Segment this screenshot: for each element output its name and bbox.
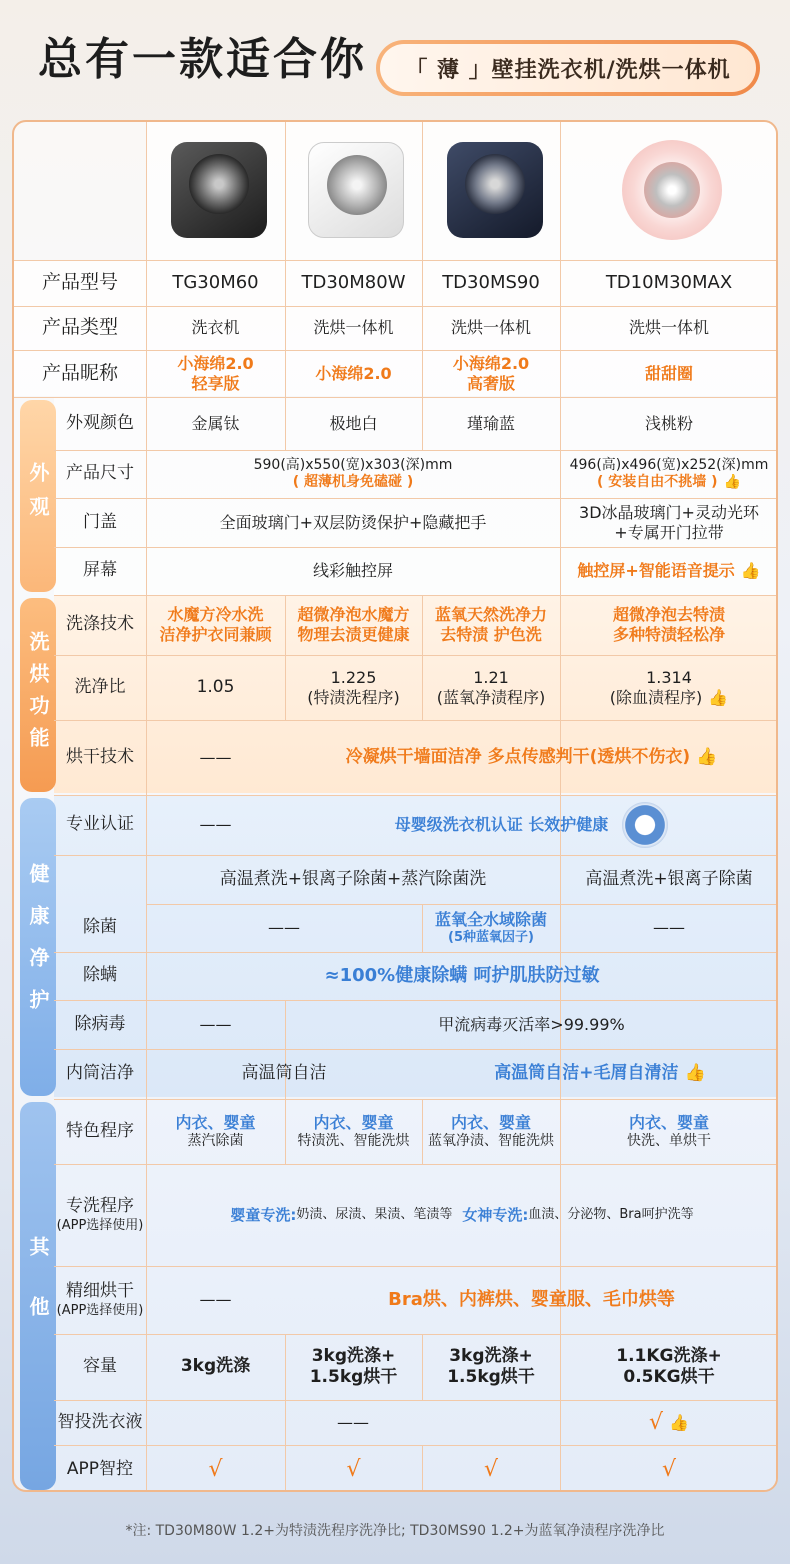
special-wash (146, 1164, 778, 1266)
feature-3 (422, 1099, 560, 1164)
capacity-3-wash: 3kg洗涤+ (449, 1345, 533, 1366)
cert-text: 母婴级洗衣机认证 长效护健康 (394, 815, 609, 834)
dry-tech-rest (285, 720, 778, 795)
virus-rest: 甲流病毒灭活率>99.99% (438, 1014, 625, 1034)
check-icon: √ (483, 1456, 499, 1482)
capacity-1: 3kg洗涤 (180, 1356, 251, 1377)
feature-2-detail: 特渍洗、智能洗烘 (297, 1132, 410, 1149)
special-baby-items: 奶渍、尿渍、果渍、笔渍等 (296, 1206, 453, 1222)
thumbs-up-icon: 👍 (669, 1412, 689, 1432)
row-label-cert: 专业认证 (66, 814, 134, 835)
sterilize-row2-a: —— (268, 918, 300, 937)
ratio-2 (285, 655, 422, 720)
type-4: 洗烘一体机 (628, 318, 709, 337)
row-label-dry-tech: 烘干技术 (66, 746, 134, 767)
feature-2-head: 内衣、婴童 (313, 1112, 394, 1132)
row-label-special-note: (APP选择使用) (56, 1217, 144, 1233)
door-b-line2: +专属开门拉带 (614, 522, 724, 542)
door-b-line1: 3D冰晶玻璃门+灵动光环 (579, 502, 759, 522)
sterilize-b: 高温煮洗+银离子除菌 (585, 868, 753, 889)
row-label-fine-dry-main: 精细烘干 (66, 1281, 134, 1302)
feature-1-detail: 蒸汽除菌 (187, 1132, 244, 1149)
check-icon: √ (208, 1456, 223, 1482)
dry-tech-text: 冷凝烘干墙面洁净 多点传感判干(透烘不伤衣) (345, 746, 691, 767)
nickname-3 (422, 350, 560, 397)
capacity-3 (422, 1334, 560, 1400)
model-3: TD30MS90 (442, 271, 540, 293)
wash-tech-3 (422, 595, 560, 655)
wash-tech-4-line2: 多种特渍轻松净 (612, 625, 725, 644)
section-wash-dry (20, 598, 56, 792)
ratio-2-note: (特渍洗程序) (307, 687, 400, 707)
color-2: 极地白 (329, 413, 378, 433)
section-other (20, 1102, 56, 1490)
sterilize-blue-oxygen: 蓝氧全水域除菌 (434, 909, 547, 929)
header (0, 0, 790, 118)
color-1: 金属钛 (191, 413, 240, 433)
cert-badge-icon (622, 802, 668, 848)
door-a: 全面玻璃门+双层防烫保护+隐藏把手 (219, 512, 487, 532)
row-label-feature: 特色程序 (66, 1120, 134, 1141)
feature-3-detail: 蓝氧净渍、智能洗烘 (428, 1132, 554, 1149)
capacity-4-wash: 1.1KG洗涤+ (616, 1345, 722, 1366)
row-label-detergent: 智投洗衣液 (57, 1411, 143, 1432)
row-label-virus: 除病毒 (74, 1013, 126, 1034)
subtitle-text: 「 薄 」壁挂洗衣机/洗烘一体机 (380, 44, 756, 92)
row-label-fine-dry-note: (APP选择使用) (56, 1302, 144, 1318)
nickname-1-sub: 轻享版 (191, 373, 240, 393)
feature-3-head: 内衣、婴童 (450, 1112, 531, 1132)
type-2: 洗烘一体机 (313, 318, 394, 337)
capacity-3-dry: 1.5kg烘干 (447, 1367, 535, 1387)
ratio-3 (422, 655, 560, 720)
row-label-fine-dry (54, 1266, 146, 1334)
size-b-value: 496(高)x496(宽)x252(深)mm (569, 456, 769, 473)
wash-tech-2-line2: 物理去渍更健康 (297, 625, 410, 644)
row-label-model: 产品型号 (41, 271, 118, 294)
virus-1: —— (199, 1014, 232, 1034)
row-label-capacity: 容量 (83, 1356, 117, 1377)
thumbs-up-icon: 👍 (708, 687, 729, 707)
nickname-3-main: 小海绵2.0 (452, 353, 530, 373)
comparison-table (12, 120, 778, 1492)
thumbs-up-icon: 👍 (740, 561, 761, 580)
model-1: TG30M60 (172, 271, 259, 293)
washer-white-icon (308, 142, 404, 238)
feature-1 (146, 1099, 285, 1164)
section-health (20, 798, 56, 1096)
nickname-3-sub: 高奢版 (466, 373, 515, 393)
row-label-size: 产品尺寸 (66, 463, 134, 484)
washer-dark-titanium-icon (171, 142, 267, 238)
model-4: TD10M30MAX (605, 271, 733, 293)
color-3: 瑾瑜蓝 (466, 413, 515, 433)
ratio-4-note: (除血渍程序) (609, 687, 703, 707)
nickname-4: 甜甜圈 (644, 363, 693, 383)
washer-pink-round-icon (622, 140, 722, 240)
section-appearance (20, 400, 56, 592)
size-b (560, 450, 778, 498)
screen-a: 线彩触控屏 (312, 561, 393, 580)
size-a-note: ( 超薄机身免磕碰 ) (292, 474, 414, 490)
nickname-2: 小海绵2.0 (315, 363, 392, 383)
feature-4-head: 内衣、婴童 (628, 1112, 709, 1132)
app-1 (146, 1445, 285, 1492)
fine-dry-rest: Bra烘、内裤烘、婴童服、毛巾烘等 (388, 1288, 675, 1310)
row-label-screen: 屏幕 (83, 560, 117, 581)
size-b-note (597, 474, 741, 492)
capacity-2 (285, 1334, 422, 1400)
wash-tech-2 (285, 595, 422, 655)
sterilize-row2-b (422, 904, 560, 952)
nickname-1-main: 小海绵2.0 (177, 353, 254, 373)
footnote: *注: TD30M80W 1.2+为特渍洗程序洗净比; TD30MS90 1.2+为蓝氧净渍程序洗净比 (125, 1523, 665, 1539)
capacity-2-wash: 3kg洗涤+ (311, 1345, 396, 1366)
app-2 (285, 1445, 422, 1492)
color-4: 浅桃粉 (644, 413, 693, 433)
wash-tech-1-line1: 水魔方冷水洗 (167, 605, 264, 624)
feature-1-head: 内衣、婴童 (175, 1112, 256, 1132)
cert-rest (285, 795, 778, 855)
row-label-nickname: 产品昵称 (41, 361, 118, 384)
cert-1: —— (199, 815, 232, 834)
thumbs-up-icon: 👍 (723, 474, 741, 490)
dry-tech-1: —— (199, 747, 232, 767)
ratio-4-note-wrap (610, 688, 728, 708)
ratio-4 (560, 655, 778, 720)
ratio-4-value: 1.314 (646, 667, 692, 687)
size-b-note-text: ( 安装自由不挑墙 ) (597, 474, 718, 490)
row-label-color: 外观颜色 (66, 412, 134, 433)
detergent-a: —— (337, 1412, 369, 1432)
ratio-3-note: (蓝氧净渍程序) (436, 687, 546, 707)
nickname-1 (146, 350, 285, 397)
page-title: 总有一款适合你 (38, 34, 367, 85)
row-label-ratio: 洗净比 (74, 676, 126, 697)
washer-navy-icon (447, 142, 543, 238)
row-label-special (54, 1164, 146, 1266)
screen-b (560, 547, 778, 595)
feature-4 (560, 1099, 778, 1164)
wash-tech-3-line2: 去特渍 护色洗 (440, 625, 542, 644)
check-icon: √ (661, 1456, 677, 1482)
type-3: 洗烘一体机 (450, 318, 531, 337)
capacity-4-dry: 0.5KG烘干 (623, 1367, 715, 1387)
drum-a: 高温筒自洁 (241, 1063, 327, 1084)
section-appearance-label: 外观 (26, 462, 50, 530)
section-health-label: 健康净护 (26, 863, 50, 1031)
row-label-app: APP智控 (66, 1458, 134, 1479)
app-3 (422, 1445, 560, 1492)
mite-value: ≈100%健康除螨 呵护肌肤防过敏 (324, 964, 600, 986)
capacity-4 (560, 1334, 778, 1400)
door-b (560, 498, 778, 547)
wash-tech-3-line1: 蓝氧天然洗净力 (434, 605, 547, 624)
sterilize-blue-oxygen-note: (5种蓝氧因子) (448, 929, 534, 945)
row-label-door: 门盖 (83, 511, 117, 532)
drum-b (422, 1049, 778, 1099)
thumbs-up-icon: 👍 (696, 746, 718, 767)
capacity-2-dry: 1.5kg烘干 (309, 1367, 398, 1387)
subtitle-pill (376, 40, 760, 96)
section-other-label: 其他 (26, 1236, 50, 1356)
sterilize-a: 高温煮洗+银离子除菌+蒸汽除菌洗 (219, 868, 487, 889)
row-label-type: 产品类型 (41, 316, 118, 339)
wash-tech-1-line2: 洁净护衣同兼顾 (159, 625, 272, 644)
wash-tech-4-line1: 超微净泡去特渍 (612, 605, 725, 624)
model-2: TD30M80W (301, 271, 406, 293)
row-label-mite: 除螨 (83, 965, 117, 986)
fine-dry-1: —— (199, 1290, 232, 1309)
app-4 (560, 1445, 778, 1492)
wash-tech-4 (560, 595, 778, 655)
size-a-value: 590(高)x550(宽)x303(深)mm (253, 456, 453, 473)
thumbs-up-icon: 👍 (684, 1063, 706, 1084)
sterilize-row2-c: —— (653, 918, 685, 937)
drum-b-text: 高温筒自洁+毛屑自清洁 (494, 1063, 679, 1084)
check-icon: √ (649, 1409, 664, 1435)
special-lady-items: 血渍、分泌物、Bra呵护洗等 (528, 1206, 694, 1222)
type-1: 洗衣机 (191, 318, 240, 337)
row-label-drum: 内筒洁净 (66, 1063, 134, 1084)
wash-tech-2-line1: 超微净泡水魔方 (297, 605, 410, 624)
row-label-sterilize: 除菌 (83, 916, 117, 937)
size-a (146, 450, 560, 498)
ratio-3-value: 1.21 (473, 667, 509, 687)
section-wash-dry-label: 洗烘功能 (26, 631, 50, 759)
feature-4-detail: 快洗、单烘干 (627, 1132, 711, 1149)
row-label-special-main: 专洗程序 (66, 1196, 134, 1217)
ratio-2-value: 1.225 (330, 667, 377, 687)
check-icon: √ (346, 1456, 361, 1482)
screen-b-text: 触控屏+智能语音提示 (577, 561, 735, 580)
special-baby-label: 婴童专洗: (230, 1205, 297, 1224)
special-lady-label: 女神专洗: (462, 1205, 529, 1224)
ratio-1: 1.05 (196, 676, 235, 697)
wash-tech-1 (146, 595, 285, 655)
row-label-wash-tech: 洗涤技术 (66, 614, 134, 635)
detergent-b (560, 1400, 778, 1445)
feature-2 (285, 1099, 422, 1164)
